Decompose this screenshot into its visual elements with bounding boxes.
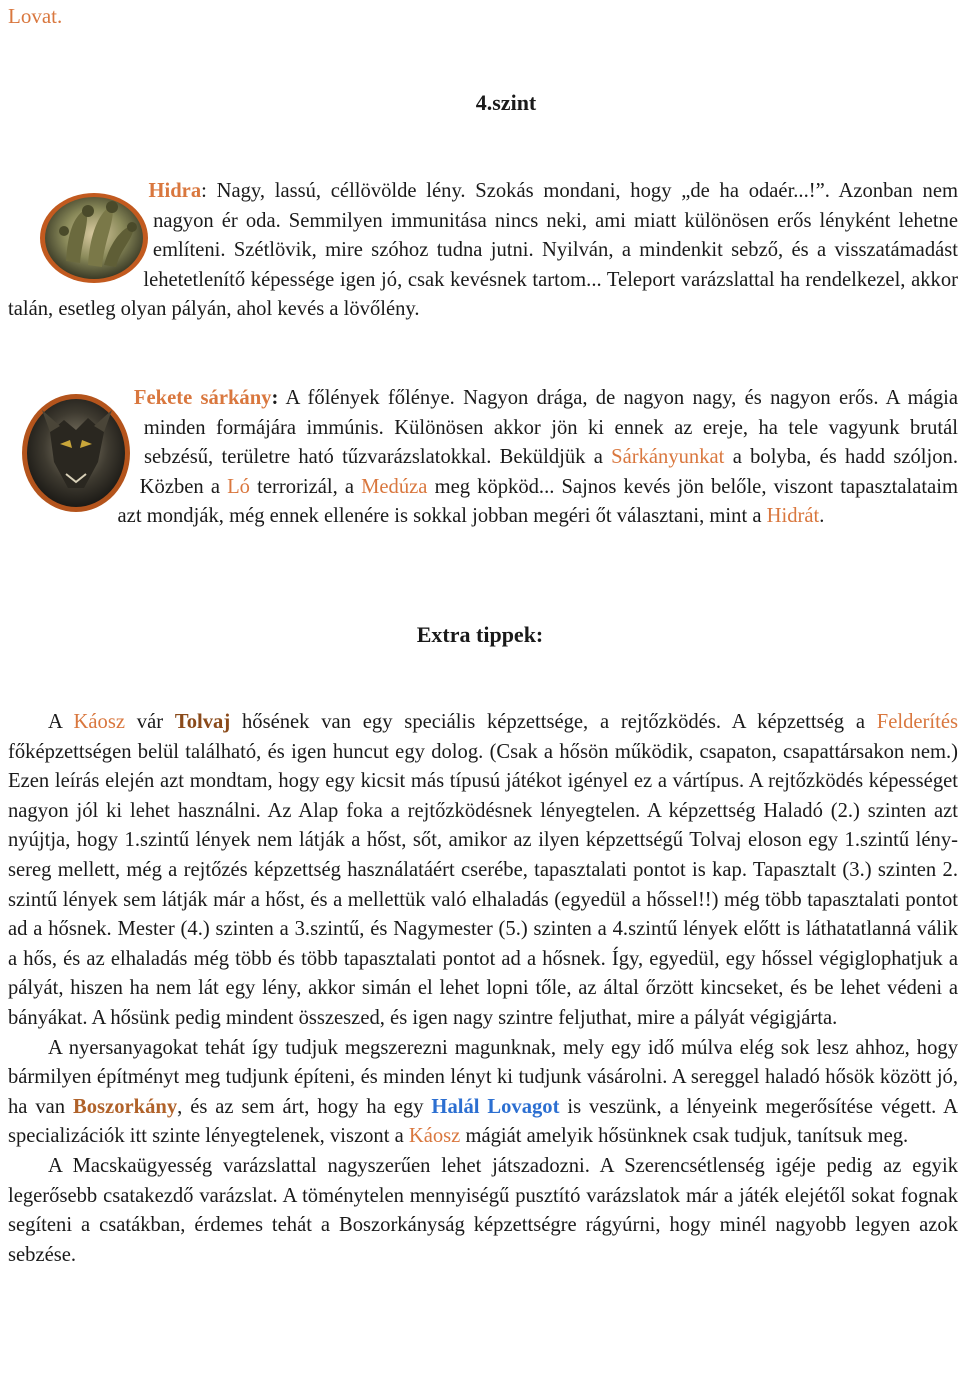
black-dragon-portrait-icon: [20, 392, 132, 514]
hydra-name[interactable]: Hidra: [148, 180, 202, 202]
black-dragon-section: [8, 384, 958, 532]
halal-lovag-term: Halál Lovagot: [431, 1095, 560, 1118]
tip2-text-b: , és az sem árt, hogy ha egy: [177, 1095, 432, 1118]
tip1-text-b: vár: [125, 711, 175, 733]
dragon-description-2: a bolyba, és hadd szóljon. Közben a: [139, 446, 958, 498]
hydra-description: Nagy, lassú, céllövölde lény. Szokás mondani, hogy „de ha odaér...!”. Azonban nem nagyon ér oda. Semmilyen immunitása nincs neki, ami miatt különösen erős lényként lehetne említeni. Szétlövik, mire szóhoz tudna jutni. Nyilván, a mindenkit sebző, és a visszatámadást lehetetlenítő képessége igen jó, csak kevésnek tartom... Teleport varázslattal ha rendelkezel, akkor talán, esetleg olyan pályán, ahol kevés a lövőlény.: [8, 180, 958, 321]
link-sarkanyunkat[interactable]: Sárkányunkat: [611, 446, 725, 469]
black-dragon-name[interactable]: Fekete sárkány: [133, 387, 272, 409]
tip1-text-c: hősének van egy speciális képzettsége, a rejtőzködés. A képzettség a: [230, 711, 877, 733]
hydra-section: [8, 177, 958, 325]
level-heading: 4.szint: [475, 90, 537, 115]
link-kaosz[interactable]: Káosz: [73, 711, 125, 733]
link-kaosz-2[interactable]: Káosz: [408, 1125, 461, 1148]
tip2-text-a: A nyersanyagokat tehát így tudjuk megszerezni magunknak, mely egy idő múlva elég sok lesz ahhoz, hogy bármilyen építményt meg tudjunk építeni, és minden lényt ki tudjunk vásárolni. A sereggel haladó hősök között jó, ha van: [8, 1036, 958, 1118]
hydra-portrait-icon: [38, 191, 150, 285]
extra-tips-body: [8, 708, 958, 1270]
link-felderites[interactable]: Felderítés: [876, 711, 959, 733]
tips-paragraph-1: [8, 708, 958, 1034]
tolvaj-term: Tolvaj: [174, 711, 231, 733]
tip1-text-a: A: [48, 711, 74, 733]
boszorkany-term: Boszorkány: [73, 1095, 178, 1118]
dragon-description-1: A főlények főlénye. Nagyon drága, de nagyon nagy, és nagyon erős. A mágia minden formájára immúnis. Különösen akkor jön ki ennek az ereje, ha tele vagyunk brutál sebzésű, területre ható tűzvarázslatokkal. Beküldjük a: [143, 387, 958, 469]
previous-page-fragment: Lovat.: [8, 4, 63, 28]
extra-tips-heading: Extra tippek:: [416, 622, 544, 647]
tip2-text-c: is veszünk, a lényeink megerősítése végett. A specializációk itt szinte lényegtelenek, viszont a: [8, 1095, 958, 1148]
link-hidrat[interactable]: Hidrát: [766, 505, 820, 528]
dragon-description-4: meg köpköd... Sajnos kevés jön belőle, viszont tapasztalataim azt mondják, még ennek ellenére is sokkal jobban megéri őt választani, mint a: [117, 475, 958, 528]
tips-paragraph-3: A Macskaügyesség varázslattal nagyszerűen lehet játszadozni. A Szerencsétlenség igéje pedig az egyik legerősebb csatakezdő varázslat. A töménytelen mennyiségű pusztító varázslatok már a játék elejétől sokat fognak segíteni a csatákban, érdemes tehát a Boszorkányság képzettségre rágyúrni, hogy minél nagyobb legyen azok sebzése.: [8, 1154, 958, 1266]
dragon-description-5: .: [819, 505, 825, 528]
tips-paragraph-2: [8, 1034, 958, 1152]
black-dragon-colon: :: [271, 387, 279, 409]
link-lo[interactable]: Ló: [227, 475, 250, 498]
hydra-colon: :: [201, 180, 207, 202]
dragon-description-3: terrorizál, a: [249, 475, 362, 498]
tip2-text-d: mágiát amelyik hősünknek csak tudjuk, tanítsuk meg.: [460, 1125, 909, 1148]
tip1-text-d: főképzettségen belül található, és igen huncut egy dolog. (Csak a hősön működik, csapaton, csapattársakon nem.) Ezen leírás elején azt mondtam, hogy egy kicsit más típusú játékot igényel ez a vártípus. A rejtőzködés képességet nagyon jól ki lehet használni. Az Alap foka a rejtőzködésnek lényegtelen. A képzettség Haladó (2.) szinten azt nyújtja, hogy 1.szintű lények nem látják a hőst, sőt, amikor az ilyen képzettségű Tolvaj eloson egy 1.szintű lény-sereg mellett, még a rejtőzés képzettség használatáért cserébe, tapasztalati pontot is kap. Tapasztalt (3.) szinten 2. szintű lények sem látják már a hőst, és a mellettük való elhaladás (egyedül a hőssel!!) még több tapasztalati pontot ad a hősnek. Mester (4.) szinten a 3.szintű, és Nagymester (5.) szinten a 4.szintű lények előtt is láthatatlanná válik a hős, és az elhaladás még több és több tapasztalati pontot ad a hősnek. Így, egyedül, egy hőssel végiglophatjuk a pályát, hiszen ha nem lát egy lény, akkor simán el lehet lopni tőle, az által őrzött kincseket, és be lehet védeni a bányákat. A hősünk pedig mindent összeszed, és igen nagy szintre feljuthat, mire a pályát végigjárta.: [8, 740, 958, 1029]
link-meduza[interactable]: Medúza: [361, 475, 428, 498]
